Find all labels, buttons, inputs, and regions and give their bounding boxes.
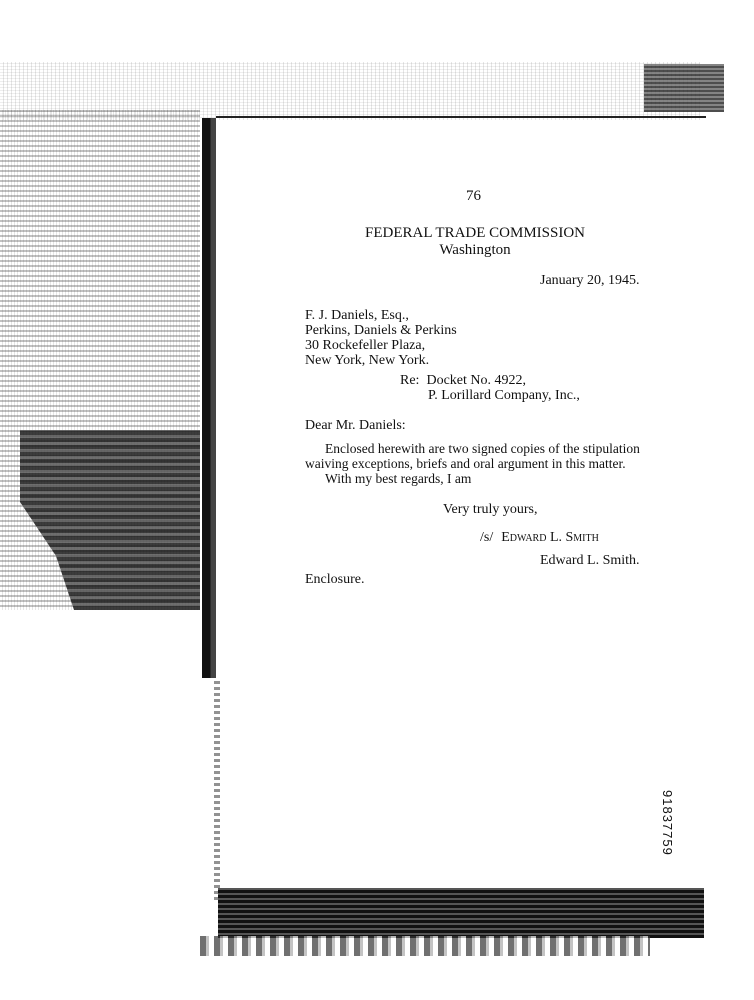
reference-block xyxy=(400,373,580,403)
reference-docket: Docket No. 4922, xyxy=(426,373,526,388)
signature-line xyxy=(480,530,599,546)
signature-name: Edward L. Smith. xyxy=(540,553,640,568)
letterhead-city: Washington xyxy=(439,242,511,258)
binding-spine xyxy=(202,118,216,678)
address-line: F. J. Daniels, Esq., xyxy=(305,308,409,323)
reference-label: Re: xyxy=(400,373,420,388)
signature-mark: /s/ xyxy=(480,530,494,545)
letterhead-org: FEDERAL TRADE COMMISSION xyxy=(364,225,586,241)
enclosure-note: Enclosure. xyxy=(305,572,365,587)
salutation: Dear Mr. Daniels: xyxy=(305,418,406,433)
address-line: 30 Rockefeller Plaza, xyxy=(305,338,426,353)
page-top-edge xyxy=(216,116,706,118)
address-line: Perkins, Daniels & Perkins xyxy=(305,323,457,338)
binding-spine-lower xyxy=(214,680,220,900)
closing: Very truly yours, xyxy=(443,502,538,517)
scan-noise-top-right xyxy=(644,64,724,112)
scan-noise-bottom xyxy=(218,888,704,938)
address-line: New York, New York. xyxy=(305,353,430,368)
letter-date: January 20, 1945. xyxy=(540,273,640,288)
scan-noise-bottom-strip xyxy=(200,936,650,956)
document-id: 91837759 xyxy=(660,790,675,856)
recipient-address xyxy=(305,308,457,368)
body-line: Enclosed herewith are two signed copies of the stipulation xyxy=(325,441,640,456)
reference-company: P. Lorillard Company, Inc., xyxy=(428,388,580,403)
body-line: waiving exceptions, briefs and oral argument in this matter. xyxy=(305,456,626,471)
letterhead xyxy=(340,225,610,259)
body-line: With my best regards, I am xyxy=(325,471,472,486)
letter-body xyxy=(305,441,665,486)
signature-caps: Edward L. Smith xyxy=(501,530,599,545)
page-number: 76 xyxy=(466,188,481,204)
